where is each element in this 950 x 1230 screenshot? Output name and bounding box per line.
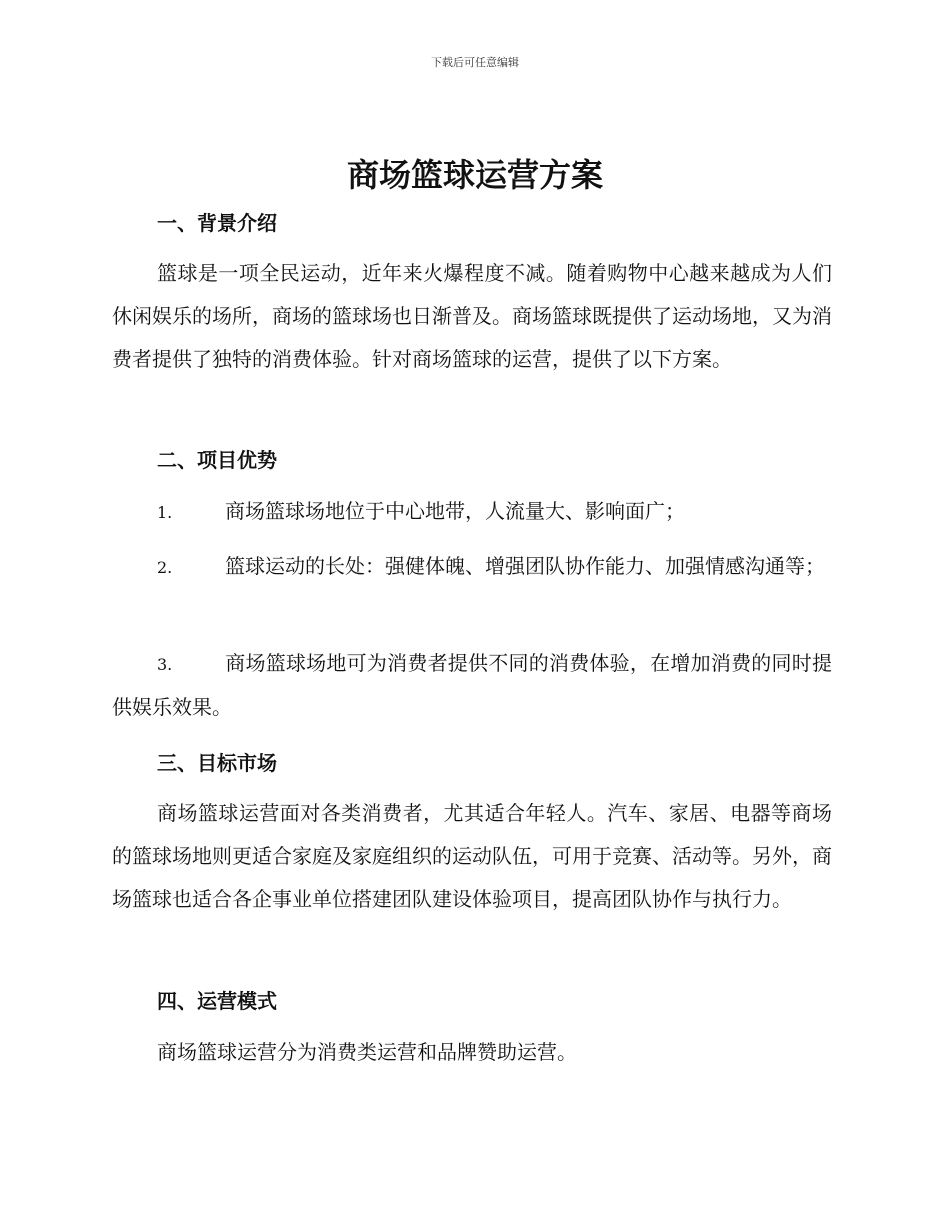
page-header-note: 下载后可任意编辑 (431, 56, 519, 69)
list-number: 1. (157, 503, 173, 522)
section-heading-target-market: 三、目标市场 (157, 751, 277, 775)
advantage-item-3 (112, 642, 832, 729)
list-item-text: 篮球运动的长处：强健体魄、增强团队协作能力、加强情感沟通等； (225, 554, 825, 578)
list-number: 2. (157, 558, 173, 577)
section-heading-advantages: 二、项目优势 (157, 448, 277, 472)
background-paragraph: 篮球是一项全民运动，近年来火爆程度不减。随着购物中心越来越成为人们休闲娱乐的场所，商场的篮球场也日渐普及。商场篮球既提供了运动场地，又为消费者提供了独特的消费体验。针对商场篮球的运营，提供了以下方案。 (112, 261, 832, 371)
advantage-item-1 (112, 490, 832, 534)
advantage-item-2 (112, 545, 832, 589)
list-item-text: 商场篮球场地可为消费者提供不同的消费体验，在增加消费的同时提供娱乐效果。 (112, 651, 832, 719)
document-title: 商场篮球运营方案 (346, 156, 603, 194)
operation-mode-paragraph: 商场篮球运营分为消费类运营和品牌赞助运营。 (157, 1040, 577, 1064)
list-item-text: 商场篮球场地位于中心地带，人流量大、影响面广； (225, 499, 685, 523)
section-heading-background: 一、背景介绍 (157, 211, 277, 235)
section-heading-operation-mode: 四、运营模式 (157, 989, 277, 1013)
list-number: 3. (157, 655, 173, 674)
target-market-paragraph: 商场篮球运营面对各类消费者，尤其适合年轻人。汽车、家居、电器等商场的篮球场地则更适合家庭及家庭组织的运动队伍，可用于竞赛、活动等。另外，商场篮球也适合各企事业单位搭建团队建设体验项目，提高团队协作与执行力。 (112, 801, 832, 911)
